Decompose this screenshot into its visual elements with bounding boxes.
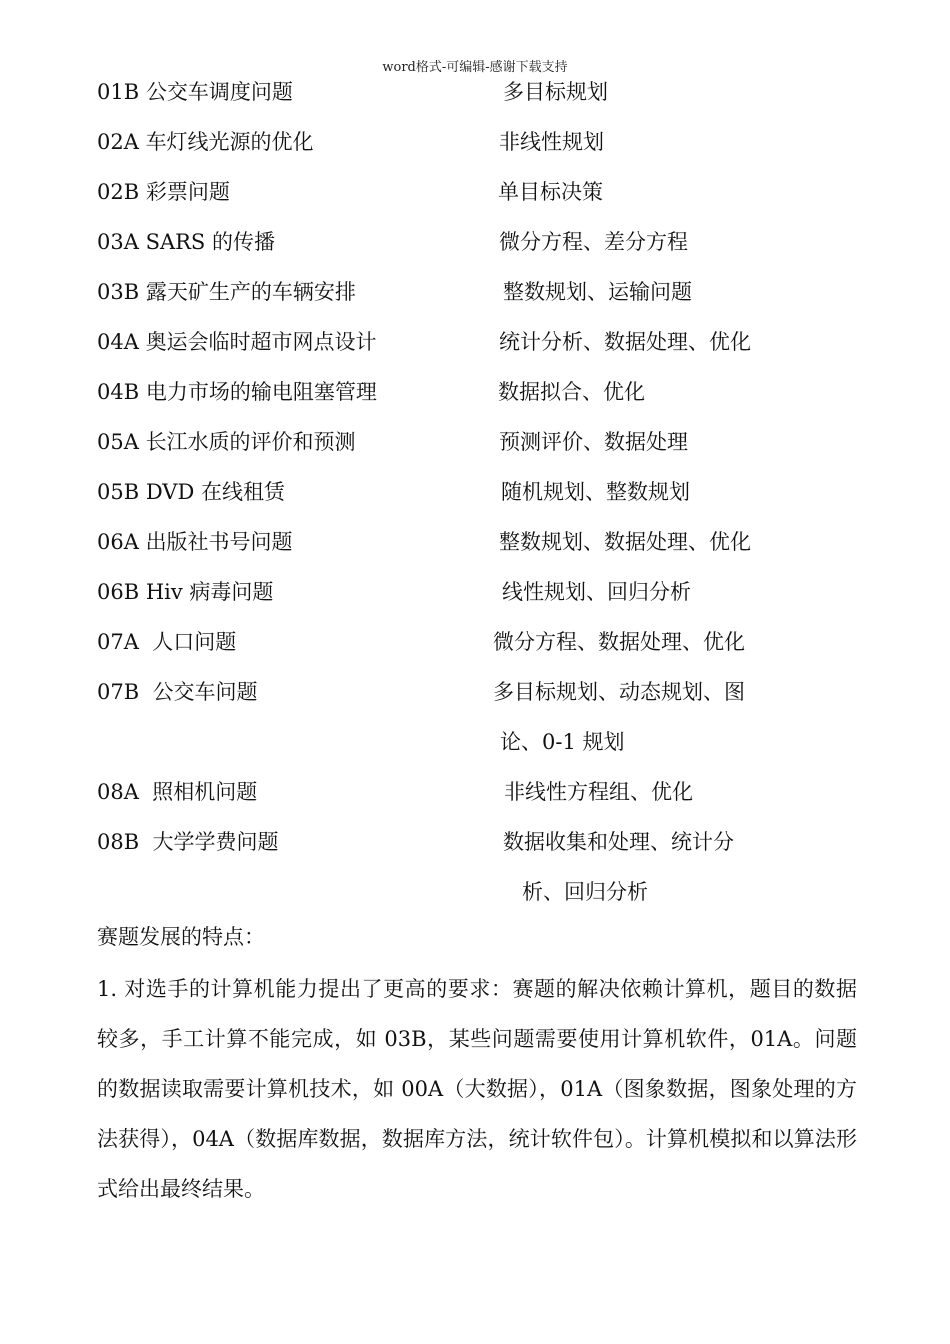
section-heading: 赛题发展的特点： [97, 925, 265, 949]
topic-code: 02B 彩票问题 [97, 180, 230, 204]
topic-code: 03A SARS 的传播 [97, 230, 275, 254]
topic-method: 多目标规划 [503, 80, 608, 104]
topic-method: 随机规划、整数规划 [501, 480, 690, 504]
topic-code: 03B 露天矿生产的车辆安排 [97, 280, 356, 304]
topic-code: 04A 奥运会临时超市网点设计 [97, 330, 377, 354]
list-item [0, 122, 950, 172]
topic-method: 微分方程、差分方程 [499, 230, 688, 254]
topic-method: 数据收集和处理、统计分 [503, 830, 734, 854]
list-item [0, 672, 950, 722]
topic-method: 论、0-1 规划 [500, 730, 625, 754]
topic-method: 数据拟合、优化 [498, 380, 645, 404]
page-header: word格式-可编辑-感谢下载支持 [382, 60, 568, 75]
topic-code: 01B 公交车调度问题 [97, 80, 293, 104]
list-item [0, 872, 950, 922]
topic-code: 04B 电力市场的输电阻塞管理 [97, 380, 377, 404]
list-item [0, 272, 950, 322]
list-item [0, 372, 950, 422]
list-item [0, 222, 950, 272]
list-item [0, 822, 950, 872]
topic-code: 05B DVD 在线租赁 [97, 480, 285, 504]
list-item [0, 622, 950, 672]
topic-code: 02A 车灯线光源的优化 [97, 130, 314, 154]
body-paragraph: 1. 对选手的计算机能力提出了更高的要求：赛题的解决依赖计算机，题目的数据较多，手工计算不能完成，如 03B，某些问题需要使用计算机软件，01A。问题的数据读取需要计算机技术，如 00A（大数据），01A（图象数据，图象处理的方法获得），04A（数据库数据，数据库方法，统计软件包）。计算机模拟和以算法形式给出最终结果。 [97, 977, 857, 1201]
topic-code: 07A 人口问题 [97, 630, 237, 654]
topic-list [0, 72, 950, 922]
topic-method: 线性规划、回归分析 [502, 580, 691, 604]
list-item [0, 322, 950, 372]
topic-code: 08A 照相机问题 [97, 780, 258, 804]
topic-code: 07B 公交车问题 [97, 680, 258, 704]
list-item [0, 722, 950, 772]
list-item [0, 572, 950, 622]
topic-method: 析、回归分析 [522, 880, 648, 904]
topic-method: 多目标规划、动态规划、图 [493, 680, 745, 704]
topic-method: 整数规划、运输问题 [503, 280, 692, 304]
list-item [0, 422, 950, 472]
topic-method: 整数规划、数据处理、优化 [499, 530, 751, 554]
list-item [0, 172, 950, 222]
topic-code: 06B Hiv 病毒问题 [97, 580, 274, 604]
list-item [0, 772, 950, 822]
topic-code: 05A 长江水质的评价和预测 [97, 430, 356, 454]
topic-method: 非线性规划 [499, 130, 604, 154]
list-item [0, 472, 950, 522]
topic-code: 08B 大学学费问题 [97, 830, 279, 854]
topic-method: 预测评价、数据处理 [499, 430, 688, 454]
topic-code: 06A 出版社书号问题 [97, 530, 293, 554]
topic-method: 单目标决策 [498, 180, 603, 204]
topic-method: 微分方程、数据处理、优化 [493, 630, 745, 654]
topic-method: 非线性方程组、优化 [504, 780, 693, 804]
topic-method: 统计分析、数据处理、优化 [499, 330, 751, 354]
list-item [0, 72, 950, 122]
list-item [0, 522, 950, 572]
